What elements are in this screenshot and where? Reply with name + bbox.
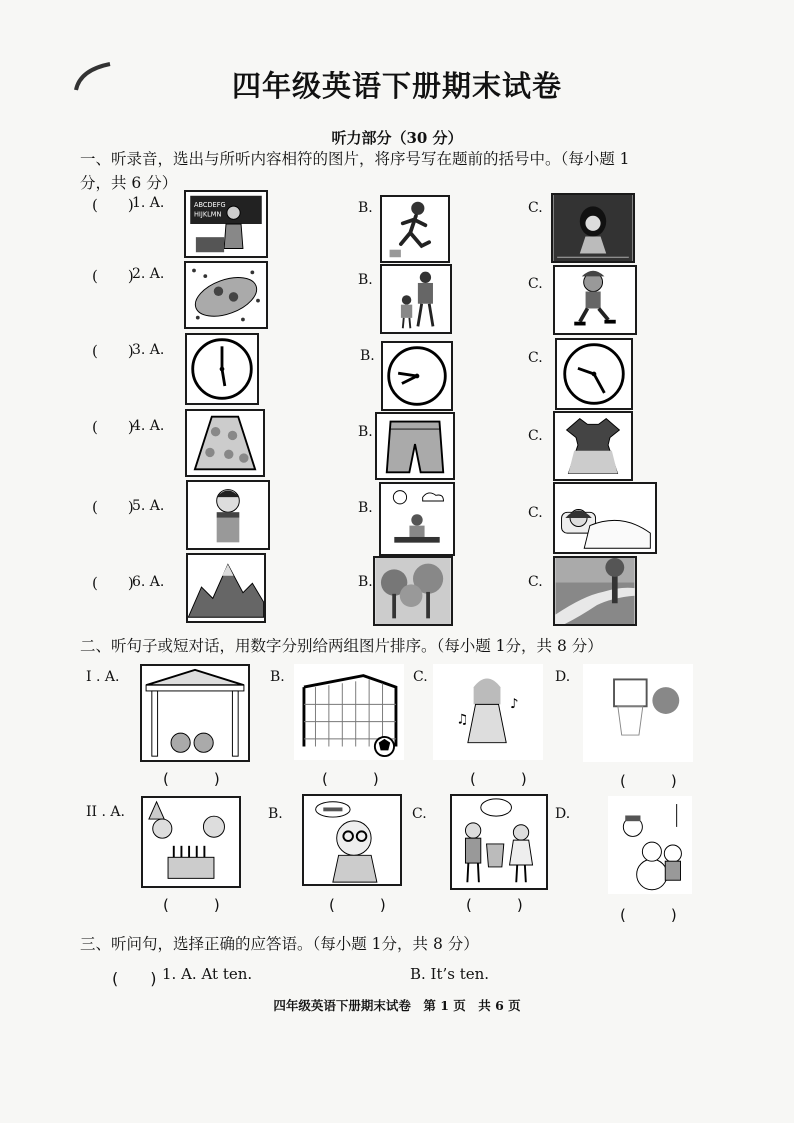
q6-label: 6. A. (132, 574, 165, 590)
p3-q1-option-a: 1. A. At ten. (162, 965, 253, 983)
page-footer: 四年级英语下册期末试卷 第 1 页 共 6 页 (273, 998, 521, 1013)
q4-c-label: C. (528, 428, 543, 444)
answer-bracket-g1c[interactable]: ( ) (470, 770, 527, 788)
answer-bracket-g1b[interactable]: ( ) (322, 770, 379, 788)
listening-subtitle: 听力部分（30 分） (331, 129, 463, 147)
basketball-hoop-picture[interactable] (583, 664, 693, 762)
hiking-picture[interactable] (380, 264, 452, 334)
singer-picture[interactable] (551, 193, 635, 263)
skater-picture[interactable] (553, 265, 637, 335)
answer-bracket-g2d[interactable]: ( ) (620, 906, 677, 924)
answer-bracket-g2b[interactable]: ( ) (329, 896, 386, 914)
q2-label: 2. A. (132, 266, 165, 282)
svg-text:ABCDEFG: ABCDEFG (194, 201, 226, 210)
group1-label: I . A. (86, 669, 120, 685)
river-picture[interactable] (553, 556, 637, 626)
answer-bracket-2[interactable]: ( ) (92, 267, 134, 285)
group2-c-label: C. (412, 806, 427, 822)
football-goal-picture[interactable] (294, 664, 404, 760)
part2-heading: 二、听句子或短对话，用数字分别给两组图片排序。（每小题 1分，共 8 分） (80, 637, 603, 655)
answer-bracket-3[interactable]: ( ) (92, 342, 134, 360)
part1-heading: 一、听录音，选出与所听内容相符的图片，将序号写在题前的括号中。（每小题 1 分，共 6 分） (80, 150, 630, 192)
group2-d-label: D. (555, 806, 571, 822)
q6-b-label: B. (358, 574, 373, 590)
answer-bracket-g1d[interactable]: ( ) (620, 772, 677, 790)
mountain-picture[interactable] (186, 553, 266, 623)
sick-girl-picture[interactable] (553, 482, 657, 554)
answer-bracket-4[interactable]: ( ) (92, 418, 134, 436)
answer-bracket-p3-1[interactable]: ( ) (112, 969, 157, 988)
clock-picture[interactable] (381, 341, 453, 411)
q4-label: 4. A. (132, 418, 165, 434)
group1-b-label: B. (270, 669, 285, 685)
runner-picture[interactable] (380, 195, 450, 263)
q3-c-label: C. (528, 350, 543, 366)
q4-b-label: B. (358, 424, 373, 440)
birthday-picture[interactable] (141, 796, 241, 888)
thinking-boy-picture[interactable] (302, 794, 402, 886)
answer-bracket-g1a[interactable]: ( ) (163, 770, 220, 788)
snowman-picture[interactable] (608, 796, 692, 894)
q1-b-label: B. (358, 200, 373, 216)
sunny-park-picture[interactable] (379, 482, 455, 556)
q5-c-label: C. (528, 505, 543, 521)
picnic-picture[interactable] (184, 261, 268, 329)
skirt-picture[interactable] (185, 409, 265, 477)
group1-c-label: C. (413, 669, 428, 685)
clock-picture[interactable] (555, 338, 633, 410)
p3-q1-option-b: B. It’s ten. (410, 965, 490, 983)
q1-c-label: C. (528, 200, 543, 216)
swing-picture[interactable] (140, 664, 250, 762)
svg-text:♫: ♫ (456, 712, 469, 728)
q5-b-label: B. (358, 500, 373, 516)
teacher-picture[interactable] (184, 190, 268, 258)
group2-label: II . A. (86, 804, 125, 820)
part3-heading: 三、听问句，选择正确的应答语。（每小题 1分，共 8 分） (80, 935, 479, 953)
page-title: 四年级英语下册期末试卷 (231, 69, 562, 103)
q5-label: 5. A. (132, 498, 165, 514)
q3-label: 3. A. (132, 342, 165, 358)
q2-b-label: B. (358, 272, 373, 288)
q3-b-label: B. (360, 348, 375, 364)
answer-bracket-5[interactable]: ( ) (92, 498, 134, 516)
shorts-picture[interactable] (375, 412, 455, 480)
singing-girl-picture[interactable] (433, 664, 543, 760)
forest-picture[interactable] (373, 556, 453, 626)
answer-bracket-g2a[interactable]: ( ) (163, 896, 220, 914)
q1-label: 1. A. (132, 195, 165, 211)
q2-c-label: C. (528, 276, 543, 292)
shopping-picture[interactable] (450, 794, 548, 890)
group2-b-label: B. (268, 806, 283, 822)
answer-bracket-1[interactable]: ( ) (92, 196, 134, 214)
svg-text:♪: ♪ (510, 697, 519, 713)
dress-picture[interactable] (553, 411, 633, 481)
cold-boy-picture[interactable] (186, 480, 270, 550)
answer-bracket-6[interactable]: ( ) (92, 574, 134, 592)
group1-d-label: D. (555, 669, 571, 685)
svg-text:HIJKLMN: HIJKLMN (194, 210, 222, 219)
clock-picture[interactable] (185, 333, 259, 405)
q6-c-label: C. (528, 574, 543, 590)
answer-bracket-g2c[interactable]: ( ) (466, 896, 523, 914)
